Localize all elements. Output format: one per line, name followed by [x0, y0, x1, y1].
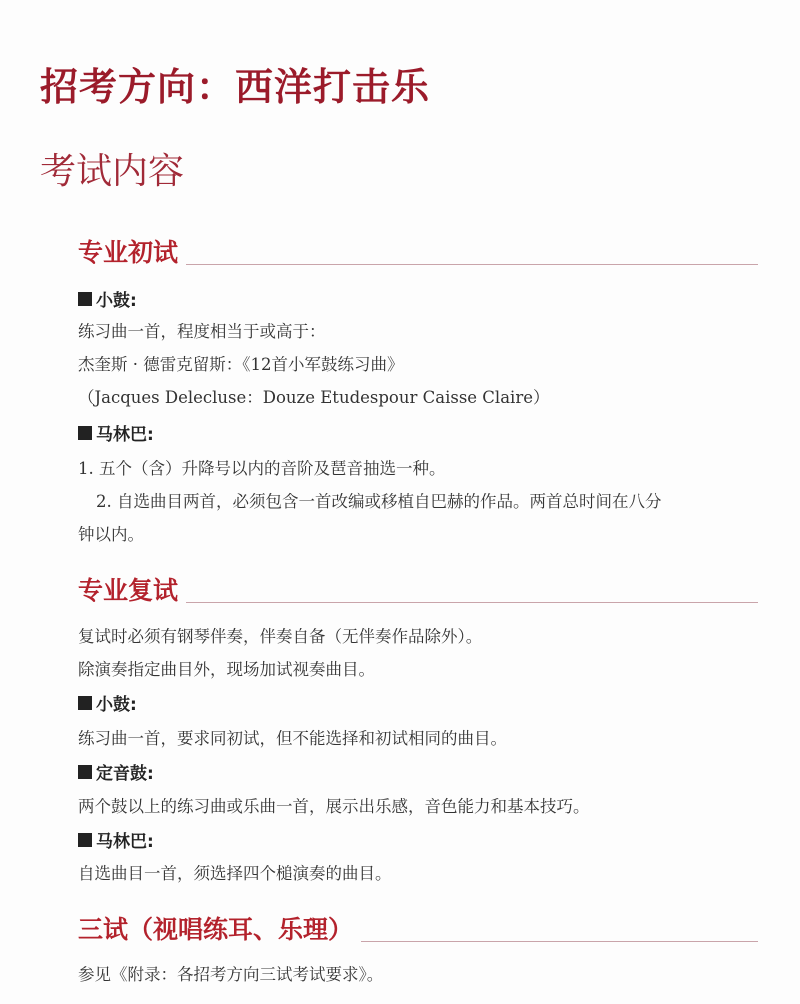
subheading-label: 小鼓:	[96, 695, 137, 715]
subheading-marimba	[78, 827, 154, 852]
section-heading-prelim	[78, 228, 758, 268]
section-rule	[361, 941, 758, 942]
page-subtitle: 考试内容	[40, 151, 185, 192]
paragraph-line: 两个鼓以上的练习曲或乐曲一首，展示出乐感，音色能力和基本技巧。	[78, 797, 590, 816]
paragraph-line: 复试时必须有钢琴伴奏，伴奏自备（无伴奏作品除外）。	[78, 627, 483, 646]
paragraph-line: 钟以内。	[78, 525, 144, 544]
section-rule	[186, 602, 758, 603]
subheading-snare	[78, 286, 137, 311]
subheading-marimba	[78, 420, 154, 445]
paragraph-line: 练习曲一首，程度相当于或高于：	[78, 322, 326, 341]
section-heading-second	[78, 566, 758, 606]
section-title: 专业复试	[78, 576, 179, 605]
subheading-label: 小鼓:	[96, 291, 137, 311]
section-title: 三试（视唱练耳、乐理）	[78, 915, 354, 944]
paragraph-line: 杰奎斯 · 德雷克留斯：《12首小军鼓练习曲》	[78, 355, 404, 374]
paragraph-line: 2. 自选曲目两首，必须包含一首改编或移植自巴赫的作品。两首总时间在八分	[96, 492, 662, 511]
section-rule	[186, 264, 758, 265]
section-title: 专业初试	[78, 238, 179, 267]
subheading-label: 马林巴:	[96, 832, 154, 852]
paragraph-line: 除演奏指定曲目外，现场加试视奏曲目。	[78, 660, 375, 679]
square-bullet-icon	[78, 833, 92, 847]
paragraph-line: 练习曲一首，要求同初试，但不能选择和初试相同的曲目。	[78, 729, 507, 748]
square-bullet-icon	[78, 696, 92, 710]
subheading-snare	[78, 690, 137, 715]
subheading-timpani	[78, 759, 154, 784]
paragraph-line: 1. 五个（含）升降号以内的音阶及琶音抽选一种。	[78, 459, 446, 478]
page-title: 招考方向：西洋打击乐	[40, 65, 431, 109]
square-bullet-icon	[78, 426, 92, 440]
square-bullet-icon	[78, 765, 92, 779]
paragraph-line: （Jacques Delecluse：Douze Etudespour Caisse Claire）	[78, 388, 550, 407]
subheading-label: 马林巴:	[96, 425, 154, 445]
paragraph-line: 参见《附录：各招考方向三试考试要求》。	[78, 965, 384, 984]
subheading-label: 定音鼓:	[96, 764, 154, 784]
paragraph-line: 自选曲目一首，须选择四个槌演奏的曲目。	[78, 864, 392, 883]
square-bullet-icon	[78, 292, 92, 306]
section-heading-third	[78, 905, 758, 945]
